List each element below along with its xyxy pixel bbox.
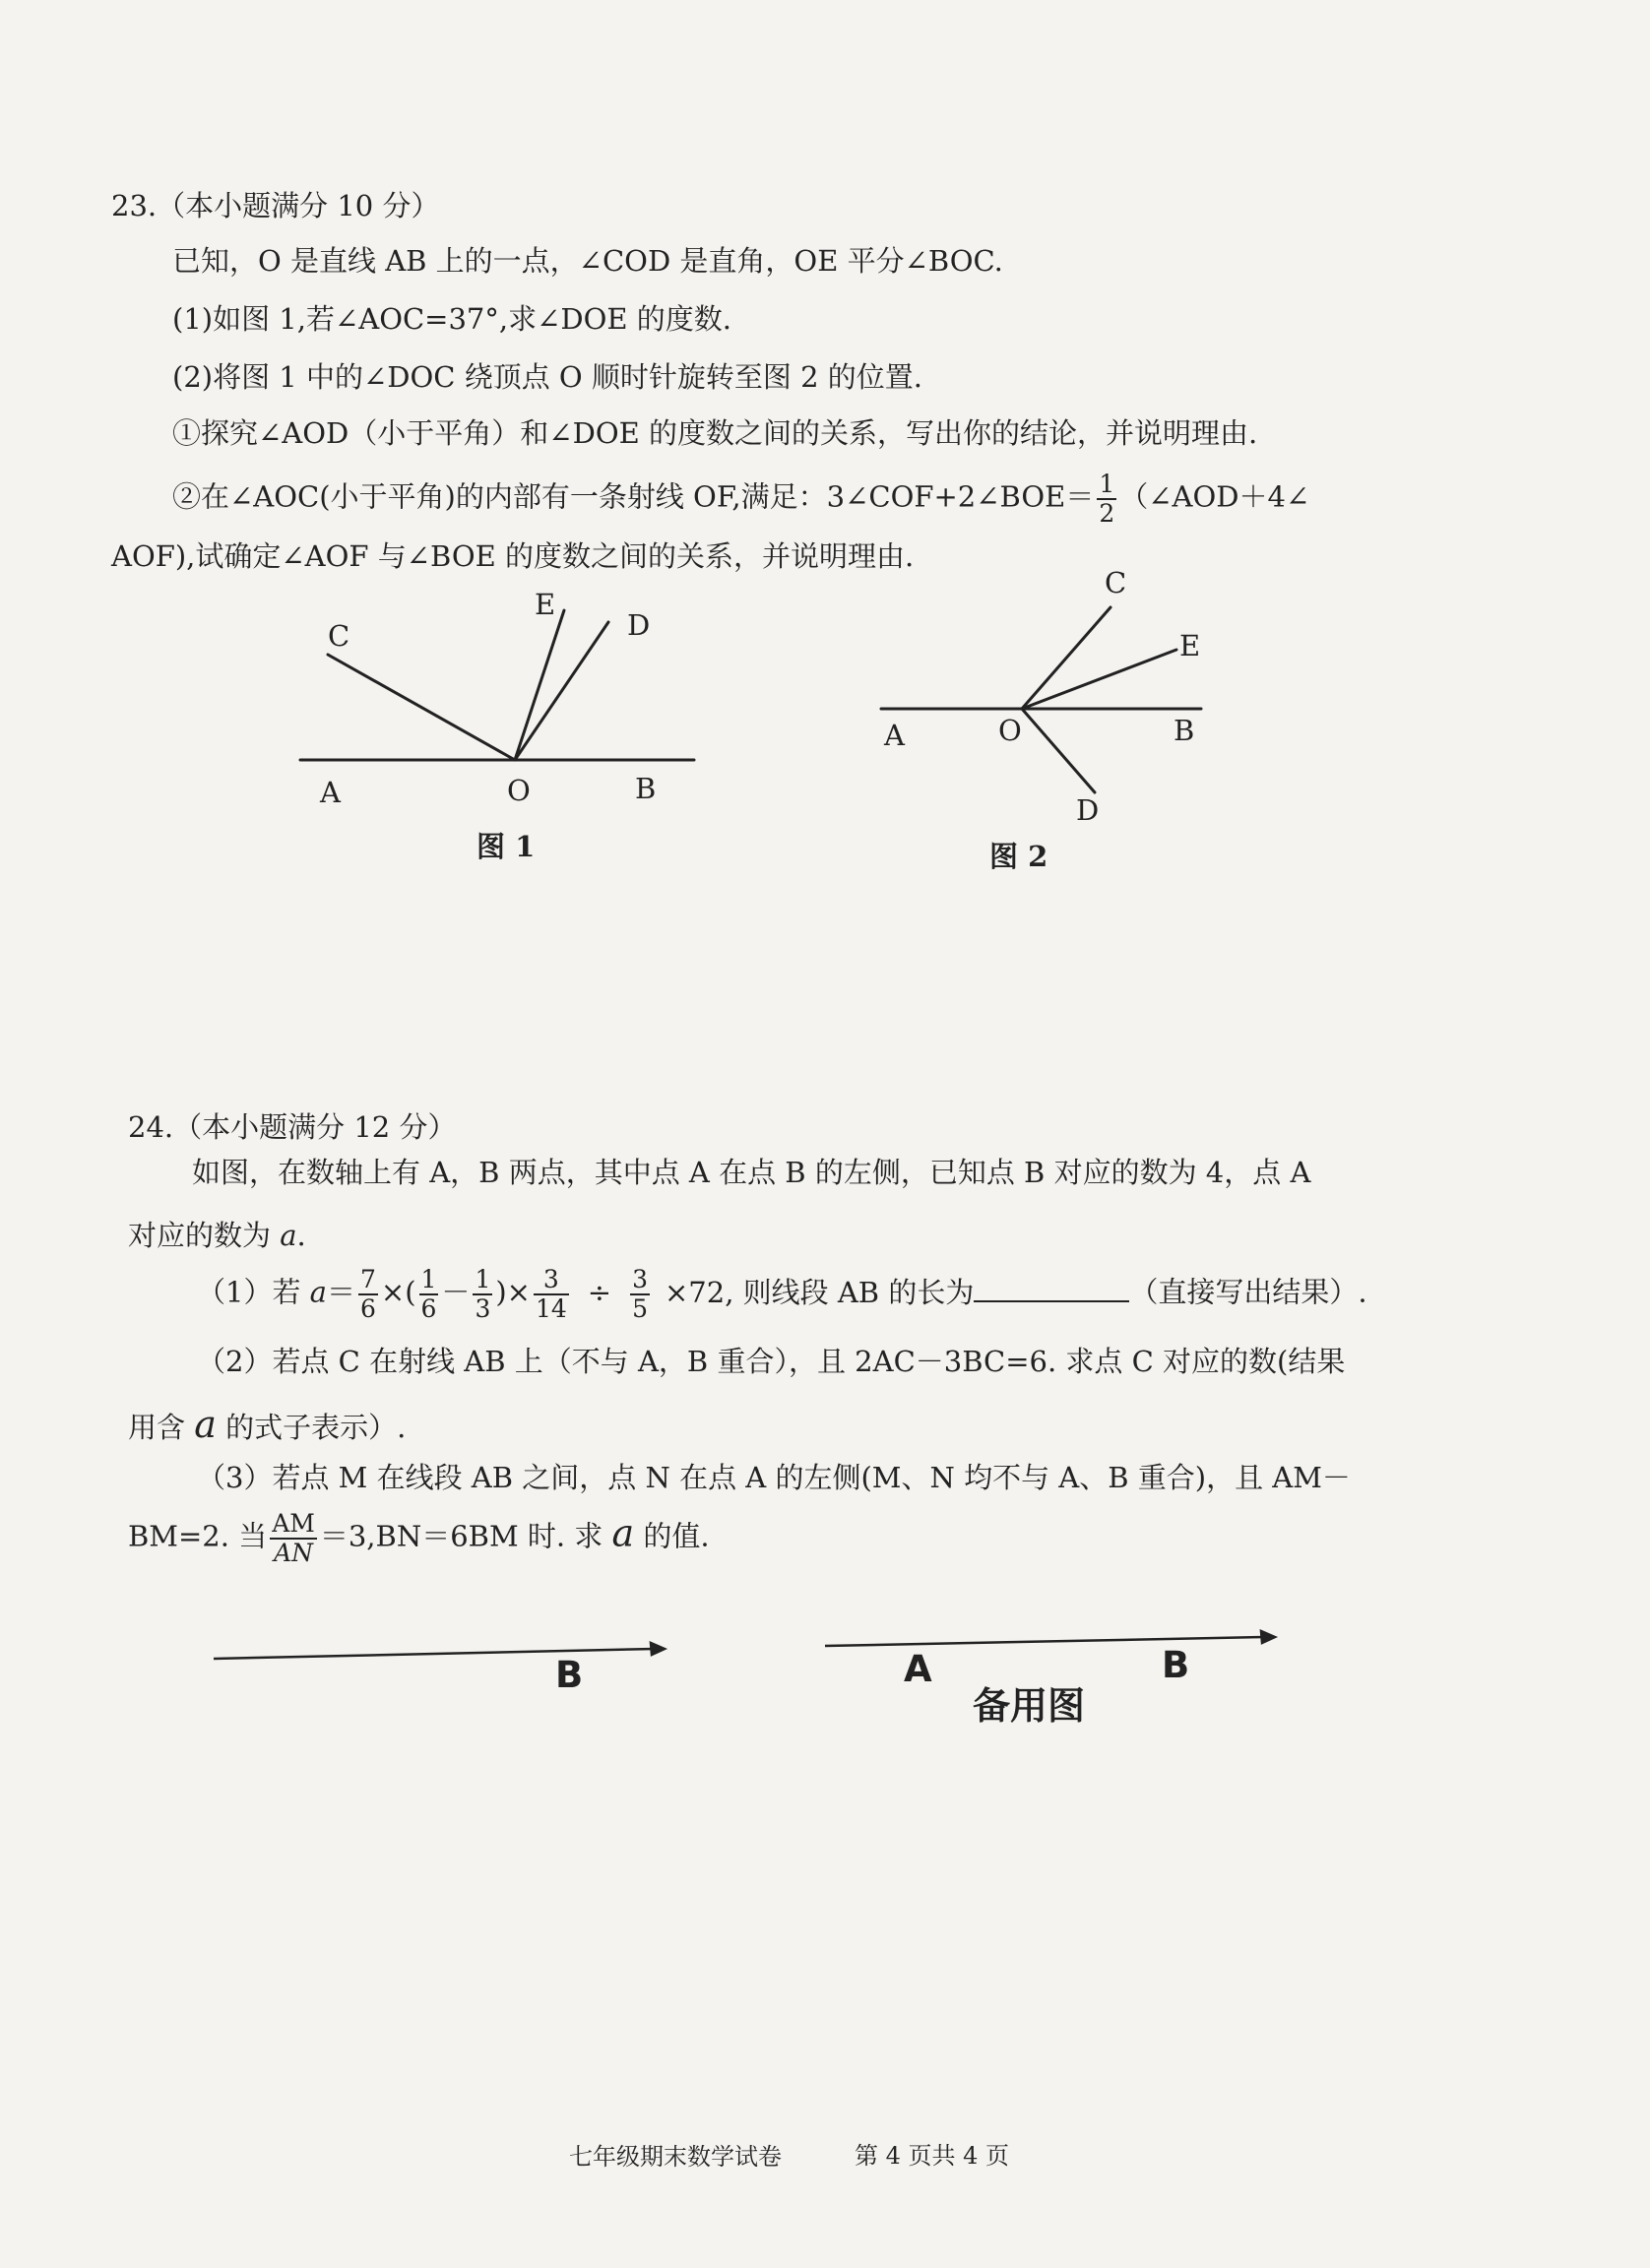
- number-line-2: [825, 1637, 1265, 1646]
- fraction-denominator: 6: [420, 1293, 437, 1323]
- variable-a: a: [280, 1219, 297, 1252]
- fraction-denominator: 6: [359, 1293, 376, 1323]
- fraction-numerator: 7: [359, 1265, 376, 1293]
- fig1-label-e: E: [535, 588, 556, 621]
- q24-part2-text-a: 用含: [128, 1411, 195, 1444]
- fig2-label-o: O: [998, 714, 1022, 747]
- axis2-label-a: A: [904, 1648, 932, 1690]
- fraction-denominator: 14: [535, 1293, 567, 1323]
- q24-part3-text-b: ＝3,BN＝6BM 时. 求: [319, 1519, 612, 1553]
- q24-part1-text: ×72, 则线段 AB 的长为: [665, 1275, 975, 1309]
- fraction-denominator: 3: [475, 1293, 491, 1323]
- q24-part1-label: （1）若: [197, 1275, 310, 1309]
- variable-a: a: [309, 1275, 327, 1309]
- fraction-numerator: 1: [1099, 470, 1115, 498]
- q24-part1-note: （直接写出结果）.: [1129, 1275, 1367, 1309]
- fig2-label-e: E: [1179, 629, 1201, 662]
- fig2-label-d: D: [1076, 793, 1100, 827]
- q23-sub1: ①探究∠AOD（小于平角）和∠DOE 的度数之间的关系，写出你的结论，并说明理由.: [172, 416, 1258, 450]
- fig2-label-b: B: [1174, 714, 1195, 747]
- variable-a: a: [611, 1511, 635, 1555]
- equals-sign: ＝: [326, 1275, 355, 1309]
- q24-part2-text-b: 的式子表示）.: [216, 1411, 407, 1444]
- q24-part2-line1: （2）若点 C 在射线 AB 上（不与 A，B 重合），且 2AC－3BC=6. 求点 C 对应的数(结果: [197, 1345, 1346, 1378]
- fraction-numerator: 3: [534, 1266, 569, 1295]
- fraction-numerator: AM: [272, 1509, 315, 1538]
- q23-header: 23.（本小题满分 10 分）: [111, 189, 440, 222]
- fraction-numerator: 3: [632, 1265, 648, 1293]
- fig1-label-c: C: [328, 619, 350, 653]
- axis2-label-b: B: [1162, 1644, 1190, 1686]
- fraction-denominator: AN: [274, 1538, 313, 1567]
- q23-given: 已知，O 是直线 AB 上的一点，∠COD 是直角，OE 平分∠BOC.: [172, 244, 1003, 278]
- period: .: [296, 1219, 306, 1252]
- q23-sub2-text-a: ②在∠AOC(小于平角)的内部有一条射线 OF,满足：3∠COF+2∠BOE＝: [172, 479, 1095, 514]
- fig1-label-b: B: [635, 772, 657, 805]
- fig2-label-a: A: [884, 719, 905, 752]
- q24-part3-line1: （3）若点 M 在线段 AB 之间，点 N 在点 A 的左侧(M、N 均不与 A、B 重合)，且 AM－: [197, 1461, 1351, 1494]
- arrowhead-1: [651, 1643, 665, 1655]
- q24-intro-line1: 如图，在数轴上有 A，B 两点，其中点 A 在点 B 的左侧，已知点 B 对应的数为 4，点 A: [192, 1156, 1311, 1189]
- times-paren: ×(: [380, 1275, 416, 1309]
- arrowhead-2: [1261, 1631, 1275, 1643]
- fig1-label-a: A: [320, 776, 341, 809]
- fraction-numerator: 1: [475, 1265, 491, 1293]
- q24-part3-text-a: BM=2. 当: [128, 1519, 268, 1553]
- fig1-caption: 图 1: [476, 830, 536, 863]
- fig1-label-o: O: [507, 774, 531, 807]
- number-line-1: [214, 1649, 655, 1659]
- axis1-label-b: B: [555, 1654, 584, 1696]
- fig2-caption: 图 2: [989, 840, 1048, 873]
- q24-header: 24.（本小题满分 12 分）: [128, 1110, 457, 1144]
- q23-part2: (2)将图 1 中的∠DOC 绕顶点 O 顺时针旋转至图 2 的位置.: [172, 360, 923, 394]
- q24-part3-text-c: 的值.: [634, 1519, 710, 1553]
- minus-sign: －: [441, 1275, 471, 1309]
- spare-figure-caption: 备用图: [973, 1683, 1086, 1728]
- fraction-denominator: 2: [1099, 498, 1115, 528]
- divide-sign: ÷: [587, 1275, 612, 1309]
- q24-intro-text: 对应的数为: [128, 1219, 281, 1252]
- fig1-label-d: D: [627, 608, 651, 642]
- q23-sub2-text-b: （∠AOD＋4∠: [1119, 479, 1310, 514]
- variable-a: a: [194, 1403, 217, 1446]
- footer-page-number: 第 4 页共 4 页: [855, 2142, 1010, 2170]
- fraction-numerator: 1: [420, 1265, 437, 1293]
- footer-exam-title: 七年级期末数学试卷: [569, 2143, 782, 2171]
- paren-times: )×: [495, 1275, 531, 1309]
- fig2-label-c: C: [1105, 566, 1127, 599]
- q23-sub2-line2: AOF),试确定∠AOF 与∠BOE 的度数之间的关系，并说明理由.: [111, 539, 915, 573]
- q23-part1: (1)如图 1,若∠AOC=37°,求∠DOE 的度数.: [172, 302, 732, 336]
- fraction-denominator: 5: [632, 1293, 648, 1323]
